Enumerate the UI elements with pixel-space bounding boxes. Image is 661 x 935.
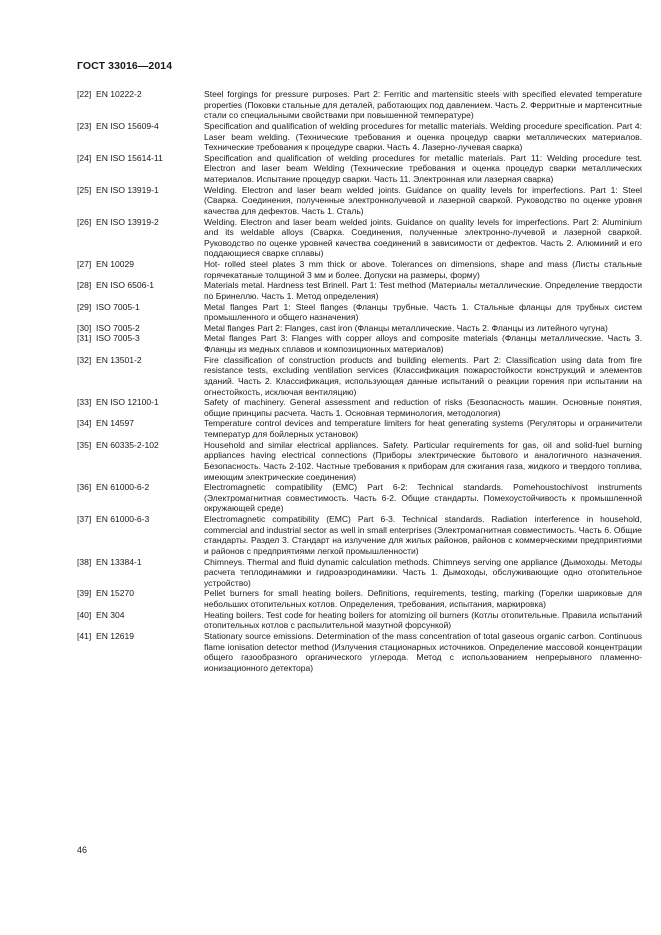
reference-item <box>77 397 642 418</box>
reference-text: Stationary source emissions. Determination of the mass concentration of total gaseous organic carbon. Continuous flame ionisation detector method (Излучения стационарных источников. Определение массовой концентрации общего газообразного органического углерода. Метод с использованием непрерывного пламенно-ионизационного детектора) <box>204 630 642 673</box>
standard-code: EN ISO 15609-4 <box>96 120 159 131</box>
reference-number: [34] <box>77 418 92 429</box>
standard-code: EN 13384-1 <box>96 556 142 567</box>
reference-number: [22] <box>77 89 92 99</box>
standard-code: ISO 7005-1 <box>96 301 140 312</box>
reference-number: [38] <box>77 556 92 567</box>
reference-label <box>77 397 204 418</box>
document-title: ГОСТ 33016—2014 <box>77 60 173 72</box>
standard-code: EN 10029 <box>96 259 135 269</box>
reference-item <box>77 121 642 153</box>
standard-code: EN 13501-2 <box>96 354 142 365</box>
standard-code: EN ISO 13919-1 <box>96 184 159 195</box>
standard-code: ISO 7005-2 <box>96 322 140 333</box>
reference-number: [24] <box>77 152 92 163</box>
reference-number: [39] <box>77 588 92 599</box>
reference-number: [30] <box>77 322 92 333</box>
page-number: 46 <box>77 845 88 855</box>
reference-label <box>77 355 204 398</box>
reference-label <box>77 121 204 153</box>
reference-label <box>77 514 204 557</box>
standard-code: EN ISO 12100-1 <box>96 397 159 408</box>
reference-text: Steel forgings for pressure purposes. Part 2: Ferritic and martensitic steels with specified elevated temperature properties (Поковки стальные для деталей, работающих под давлением. Часть 2. Ферритные и мартенситные стали со специальными свойствами при повышенной температуре) <box>204 89 642 121</box>
reference-text: Specification and qualification of welding procedures for metallic materials. Welding procedure specification. Part 4: Laser beam welding. (Технические требования и оценка процедур сварки металлических материалов. Технические требования к процедуре сварки. Часть 4. Лазерно-лучевая сварка) <box>204 120 642 153</box>
reference-text: Heating boilers. Test code for heating boilers for atomizing oil burners (Котлы отопительные. Правила испытаний отопительных котлов с распылительной мазутной форсункой) <box>204 609 642 631</box>
reference-text: Chimneys. Thermal and fluid dynamic calculation methods. Chimneys serving one appliance (Дымоходы. Методы расчета теплодинамики и гидроаэродинамики. Часть 1. Дымоходы, обслуживающие одно отопительное устройство) <box>204 556 642 588</box>
reference-text: Metal flanges Part 2: Flanges, cast iron (Фланцы металлические. Часть 2. Фланцы из литейного чугуна) <box>204 322 608 333</box>
reference-text: Electromagnetic compatibility (EMC) Part 6-2: Technical standards. Pomehoustochivost instruments (Электромагнитная совместимость. Часть 6-2. Общие стандарты. Помехоустойчивость к промышленной окружающей среде) <box>204 482 642 514</box>
standard-code: EN 60335-2-102 <box>96 439 159 450</box>
reference-text: Safety of machinery. General assessment and reduction of risks (Безопасность машин. Основные понятия, общие принципы расчета. Часть 1. Основная терминология, методология) <box>204 397 642 418</box>
reference-item <box>77 302 642 323</box>
reference-label <box>77 280 204 301</box>
reference-number: [37] <box>77 514 92 524</box>
reference-label <box>77 557 204 589</box>
reference-item <box>77 153 642 185</box>
reference-item <box>77 482 642 514</box>
standard-code: EN 304 <box>96 609 125 620</box>
standard-code: EN 10222-2 <box>96 89 142 99</box>
reference-label <box>77 440 204 483</box>
reference-text: Electromagnetic compatibility (EMC) Part 6-3. Technical standards. Radiation interference in household, commercial and industrial sector as well in small enterprises (Электромагнитная совместимость. Часть 6. Общие стандарты. Раздел 3. Стандарт на излучение для жилых районов, районов с коммерческими предприятиями и районов с предприятиями легкой промышленности) <box>204 514 642 556</box>
reference-item <box>77 323 642 334</box>
reference-item <box>77 280 642 301</box>
reference-item <box>77 185 642 217</box>
reference-number: [35] <box>77 439 92 450</box>
reference-item <box>77 631 642 674</box>
reference-text: Hot- rolled steel plates 3 mm thick or above. Tolerances on dimensions, shape and mass (Листы стальные горячекатаные толщиной 3 мм и более. Допуски на размеры, форму) <box>204 259 642 280</box>
reference-text: Fire classification of construction products and building elements. Part 2: Classification using data from fire resistance tests, excluding ventilation services (Классификация пожаростойкости конструкций и элементов зданий. Часть 2. Классификация, использующая данные испытаний о реакции горения при испытании на огнестойкость, исключая вентиляцию) <box>204 354 642 397</box>
reference-label <box>77 323 204 334</box>
reference-text: Welding. Electron and laser beam welded joints. Guidance on quality levels for imperfections. Part 2: Aluminium and its weldable alloys (Сварка. Соединения, полученные электронно-лучевой и лазерной сваркой. Руководство по оценке уровней качества соединений в зависимости от дефектов. Часть 2. Алюминий и его поддающиеся сварке сплавы) <box>204 216 642 259</box>
reference-text: Pellet burners for small heating boilers. Definitions, requirements, testing, marking (Горелки шариковые для небольших отопительных котлов. Определения, требования, испытания, маркировка) <box>204 588 642 609</box>
reference-number: [25] <box>77 184 92 195</box>
reference-label <box>77 89 204 121</box>
reference-item <box>77 514 642 557</box>
reference-text: Household and similar electrical appliances. Safety. Particular requirements for gas, oil and solid-fuel burning appliances having electrical connections (Приборы электрические бытового и аналогичного назначения. Безопасность. Часть 2-102. Частные требования к приборам для сжигания газа, жидкого и твердого топлива, имеющим электрические соединения) <box>204 439 642 482</box>
reference-number: [32] <box>77 354 92 365</box>
reference-item <box>77 588 642 609</box>
standard-code: EN ISO 13919-2 <box>96 216 159 227</box>
reference-number: [23] <box>77 120 92 131</box>
standard-code: EN 61000-6-2 <box>96 482 150 493</box>
reference-label <box>77 302 204 323</box>
standard-code: EN 12619 <box>96 630 135 641</box>
reference-label <box>77 610 204 631</box>
reference-number: [33] <box>77 397 92 408</box>
reference-item <box>77 418 642 439</box>
standard-code: EN 15270 <box>96 588 135 599</box>
reference-label <box>77 631 204 674</box>
reference-text: Metal flanges Part 1: Steel flanges (Фланцы трубные. Часть 1. Стальные фланцы для трубных систем промышленного и общего назначения) <box>204 301 642 323</box>
standard-code: ISO 7005-3 <box>96 333 140 344</box>
reference-number: [26] <box>77 216 92 227</box>
reference-item <box>77 557 642 589</box>
reference-number: [41] <box>77 630 92 641</box>
reference-item <box>77 217 642 260</box>
reference-label <box>77 418 204 439</box>
standard-code: EN ISO 6506-1 <box>96 280 154 291</box>
standard-code: EN 14597 <box>96 418 135 429</box>
reference-number: [27] <box>77 259 92 269</box>
reference-text: Metal flanges Part 3: Flanges with copper alloys and composite materials (Фланцы металлические. Часть 3. Фланцы из медных сплавов и композиционных материалов) <box>204 333 642 354</box>
reference-item <box>77 610 642 631</box>
standard-code: EN ISO 15614-11 <box>96 152 163 163</box>
reference-number: [40] <box>77 609 92 620</box>
reference-item <box>77 355 642 398</box>
reference-label <box>77 259 204 280</box>
reference-text: Temperature control devices and temperature limiters for heat generating systems (Регуляторы и ограничители температур для бойлерных установок) <box>204 418 642 439</box>
reference-label <box>77 588 204 609</box>
reference-label <box>77 333 204 354</box>
reference-item <box>77 440 642 483</box>
reference-text: Specification and qualification of welding procedures for metallic materials. Part 11: Welding procedure test. Electron and laser beam Welding (Технические требования и оценка процедур сварки металлических материалов. Испытание процедур сварки. Часть 11. Электронная или лазерная сварка) <box>204 152 642 184</box>
reference-label <box>77 482 204 514</box>
reference-label <box>77 217 204 260</box>
reference-item <box>77 89 642 121</box>
standard-code: EN 61000-6-3 <box>96 514 150 524</box>
reference-item <box>77 333 642 354</box>
reference-number: [28] <box>77 280 92 291</box>
reference-label <box>77 185 204 217</box>
reference-text: Welding. Electron and laser beam welded joints. Guidance on quality levels for imperfections. Part 1: Steel (Сварка. Соединения, полученные электроннолучевой и лазерной сваркой. Руководство по оценке уровня качества для дефектов. Часть 1. Сталь) <box>204 184 642 216</box>
reference-item <box>77 259 642 280</box>
reference-number: [36] <box>77 482 92 493</box>
reference-text: Materials metal. Hardness test Brinell. Part 1: Test method (Материалы металлические. Определение твердости по Бринеллю. Часть 1. Метод определения) <box>204 280 642 301</box>
reference-list <box>77 89 642 673</box>
reference-number: [31] <box>77 333 92 344</box>
reference-number: [29] <box>77 301 92 312</box>
reference-label <box>77 153 204 185</box>
